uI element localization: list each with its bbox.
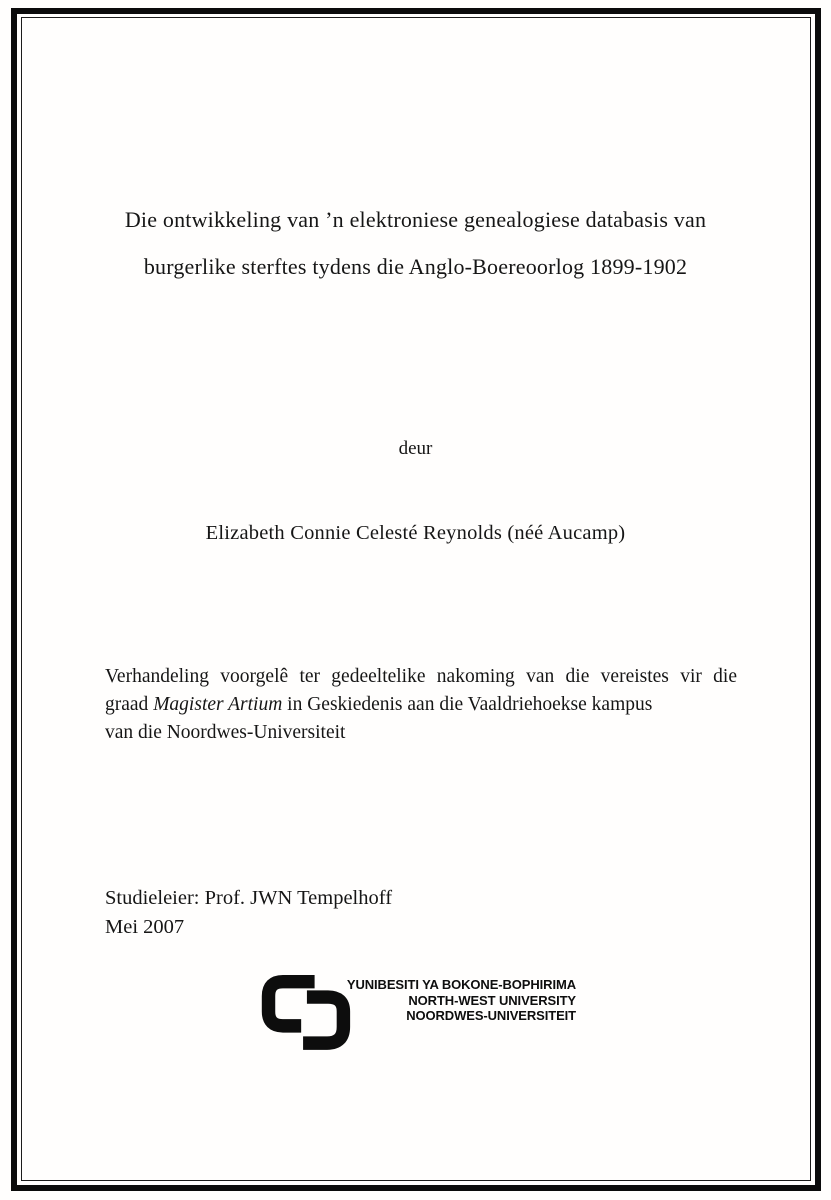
university-name-english: NORTH-WEST UNIVERSITY bbox=[408, 992, 576, 1008]
submission-statement bbox=[105, 663, 737, 747]
thesis-title-line1: Die ontwikkeling van ’n elektroniese genealogiese databasis van bbox=[124, 207, 707, 232]
submission-line3: van die Noordwes-Universiteit bbox=[105, 722, 346, 743]
thesis-title-line2: burgerlike sterftes tydens die Anglo-Boereoorlog 1899-1902 bbox=[143, 254, 688, 279]
submission-line2-prefix: graad bbox=[105, 694, 154, 715]
date-line: Mei 2007 bbox=[105, 916, 185, 938]
byline-deur: deur bbox=[398, 438, 433, 459]
university-name-block bbox=[320, 977, 576, 1024]
submission-line1: Verhandeling voorgelê ter gedeeltelike nakoming van die vereistes vir die bbox=[105, 666, 737, 687]
thesis-title bbox=[0, 196, 831, 290]
degree-name-italic: Magister Artium bbox=[153, 694, 283, 715]
university-name-setswana: YUNIBESITI YA BOKONE-BOPHIRIMA bbox=[346, 977, 576, 992]
author-name: Elizabeth Connie Celesté Reynolds (néé Aucamp) bbox=[205, 522, 626, 544]
supervisor-line: Studieleier: Prof. JWN Tempelhoff bbox=[105, 887, 393, 909]
university-name-afrikaans: NOORDWES-UNIVERSITEIT bbox=[406, 1008, 576, 1024]
submission-line2 bbox=[105, 691, 737, 719]
university-logo bbox=[257, 964, 577, 1056]
supervisor-date-block bbox=[105, 884, 392, 942]
submission-line2-suffix: in Geskiedenis aan die Vaaldriehoekse kampus bbox=[282, 694, 653, 715]
